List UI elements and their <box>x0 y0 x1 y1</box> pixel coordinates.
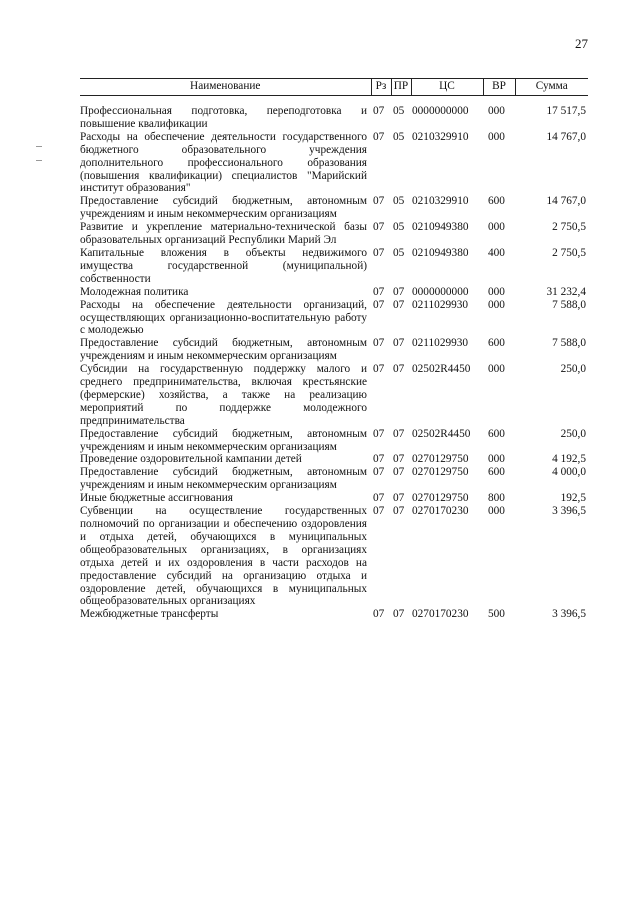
table-row <box>80 428 588 454</box>
cell-sum: 14 767,0 <box>546 195 586 208</box>
cell-vr: 000 <box>488 130 505 143</box>
cell-pr: 07 <box>393 298 405 311</box>
header-rz: Рз <box>371 79 391 96</box>
cell-pr: 05 <box>393 130 405 143</box>
cell-cs: 0211029930 <box>412 337 469 350</box>
header-vr: ВР <box>483 79 515 96</box>
cell-name: Межбюджетные трансферты <box>80 608 219 621</box>
cell-vr: 600 <box>488 195 505 208</box>
table-row <box>80 131 588 196</box>
cell-cs: 0000000000 <box>412 105 469 117</box>
table-row <box>80 221 588 247</box>
table-row <box>80 195 588 221</box>
cell-rz: 07 <box>373 505 385 518</box>
cell-name: Расходы на обеспечение деятельности организаций, осуществляющих организационно-воспитательную работу с молодежью <box>80 298 367 337</box>
cell-name: Капитальные вложения в объекты недвижимого имущества государственной (муниципальной) собственности <box>80 246 367 285</box>
header-pr: ПР <box>391 79 411 96</box>
cell-sum: 192,5 <box>560 492 586 505</box>
cell-vr: 800 <box>488 492 505 505</box>
cell-name: Профессиональная подготовка, переподготовка и повышение квалификации <box>80 105 367 130</box>
cell-rz: 07 <box>373 337 385 350</box>
table-row <box>80 96 588 131</box>
table-row <box>80 453 588 466</box>
table-row <box>80 299 588 338</box>
table-header-row <box>80 79 588 96</box>
cell-vr: 000 <box>488 363 505 376</box>
cell-name: Предоставление субсидий бюджетным, автономным учреждениям и иным некоммерческим организациям <box>80 466 367 492</box>
cell-sum: 17 517,5 <box>546 105 586 117</box>
table-row <box>80 337 588 363</box>
margin-mark <box>36 146 42 147</box>
cell-sum: 14 767,0 <box>546 130 586 143</box>
cell-pr: 07 <box>393 427 405 440</box>
cell-cs: 0210329910 <box>412 130 469 143</box>
cell-cs: 0210949380 <box>412 246 469 259</box>
cell-vr: 600 <box>488 466 505 479</box>
cell-cs: 0270129750 <box>412 492 469 505</box>
cell-rz: 07 <box>373 298 385 311</box>
cell-vr: 600 <box>488 337 505 350</box>
cell-pr: 07 <box>393 492 405 505</box>
cell-vr: 600 <box>488 427 505 440</box>
table-row <box>80 492 588 505</box>
cell-pr: 07 <box>393 285 405 298</box>
cell-rz: 07 <box>373 105 385 117</box>
table-row <box>80 363 588 428</box>
cell-rz: 07 <box>373 130 385 143</box>
cell-name: Развитие и укрепление материально-технической базы образовательных организаций Республики Марий Эл <box>80 221 367 247</box>
margin-mark <box>36 160 42 161</box>
cell-sum: 2 750,5 <box>552 221 586 234</box>
cell-name: Молодежная политика <box>80 285 189 298</box>
cell-rz: 07 <box>373 492 385 505</box>
cell-pr: 05 <box>393 105 405 117</box>
cell-sum: 3 396,5 <box>552 505 586 518</box>
cell-vr: 000 <box>488 453 505 466</box>
cell-name: Расходы на обеспечение деятельности государственного бюджетного образовательного учреждения дополнительного профессионального образования (повышения квалификации) специалистов "Марийский институт образования" <box>80 130 367 195</box>
header-name: Наименование <box>80 79 371 96</box>
cell-cs: 0210949380 <box>412 221 469 234</box>
table-row <box>80 608 588 621</box>
cell-name: Предоставление субсидий бюджетным, автономным учреждениям и иным некоммерческим организациям <box>80 427 367 453</box>
cell-sum: 7 588,0 <box>552 337 586 350</box>
cell-cs: 0270170230 <box>412 505 469 518</box>
cell-name: Субвенции на осуществление государственных полномочий по организации и обеспечению оздоровления и отдыха детей, обучающихся в муниципальных общеобразовательных организациях, в организациях отдыха детей и их оздоровления в части расходов на предоставление субсидий на организацию отдыха и оздоровление детей, обучающихся в муниципальных общеобразовательных организациях <box>80 505 367 608</box>
cell-pr: 05 <box>393 221 405 234</box>
cell-rz: 07 <box>373 195 385 208</box>
cell-pr: 07 <box>393 466 405 479</box>
cell-pr: 05 <box>393 195 405 208</box>
cell-rz: 07 <box>373 453 385 466</box>
cell-pr: 07 <box>393 363 405 376</box>
cell-sum: 7 588,0 <box>552 298 586 311</box>
cell-vr: 000 <box>488 505 505 518</box>
cell-pr: 07 <box>393 453 405 466</box>
cell-vr: 000 <box>488 298 505 311</box>
table-row <box>80 505 588 608</box>
table-row <box>80 286 588 299</box>
table-row <box>80 466 588 492</box>
cell-vr: 500 <box>488 608 505 621</box>
header-cs: ЦС <box>411 79 483 96</box>
cell-sum: 31 232,4 <box>546 285 586 298</box>
cell-rz: 07 <box>373 466 385 479</box>
table-row <box>80 247 588 286</box>
cell-rz: 07 <box>373 427 385 440</box>
cell-rz: 07 <box>373 246 385 259</box>
cell-vr: 000 <box>488 221 505 234</box>
cell-sum: 250,0 <box>560 363 586 376</box>
cell-sum: 250,0 <box>560 427 586 440</box>
cell-cs: 0211029930 <box>412 298 469 311</box>
cell-sum: 3 396,5 <box>552 608 586 621</box>
cell-cs: 0270129750 <box>412 466 469 479</box>
cell-cs: 0210329910 <box>412 195 469 208</box>
cell-sum: 4 000,0 <box>552 466 586 479</box>
cell-name: Проведение оздоровительной кампании детей <box>80 453 302 466</box>
cell-vr: 000 <box>488 105 505 117</box>
cell-name: Иные бюджетные ассигнования <box>80 492 233 505</box>
cell-name: Предоставление субсидий бюджетным, автономным учреждениям и иным некоммерческим организациям <box>80 195 367 221</box>
cell-rz: 07 <box>373 221 385 234</box>
cell-vr: 000 <box>488 285 505 298</box>
page-number: 27 <box>575 36 588 51</box>
cell-pr: 07 <box>393 337 405 350</box>
budget-table <box>80 78 588 621</box>
cell-cs: 0000000000 <box>412 285 469 298</box>
cell-vr: 400 <box>488 246 505 259</box>
cell-name: Субсидии на государственную поддержку малого и среднего предпринимательства, включая крестьянские (фермерские) хозяйства, а также на реализацию мероприятий по поддержке молодежного предпринимательства <box>80 363 367 427</box>
cell-sum: 4 192,5 <box>552 453 586 466</box>
cell-pr: 07 <box>393 608 405 621</box>
header-sum: Сумма <box>515 79 588 96</box>
cell-rz: 07 <box>373 285 385 298</box>
cell-cs: 02502R4450 <box>412 427 471 440</box>
cell-cs: 02502R4450 <box>412 363 471 376</box>
cell-name: Предоставление субсидий бюджетным, автономным учреждениям и иным некоммерческим организациям <box>80 337 367 363</box>
cell-cs: 0270129750 <box>412 453 469 466</box>
cell-pr: 05 <box>393 246 405 259</box>
cell-sum: 2 750,5 <box>552 246 586 259</box>
cell-rz: 07 <box>373 608 385 621</box>
cell-cs: 0270170230 <box>412 608 469 621</box>
cell-pr: 07 <box>393 505 405 518</box>
cell-rz: 07 <box>373 363 385 376</box>
